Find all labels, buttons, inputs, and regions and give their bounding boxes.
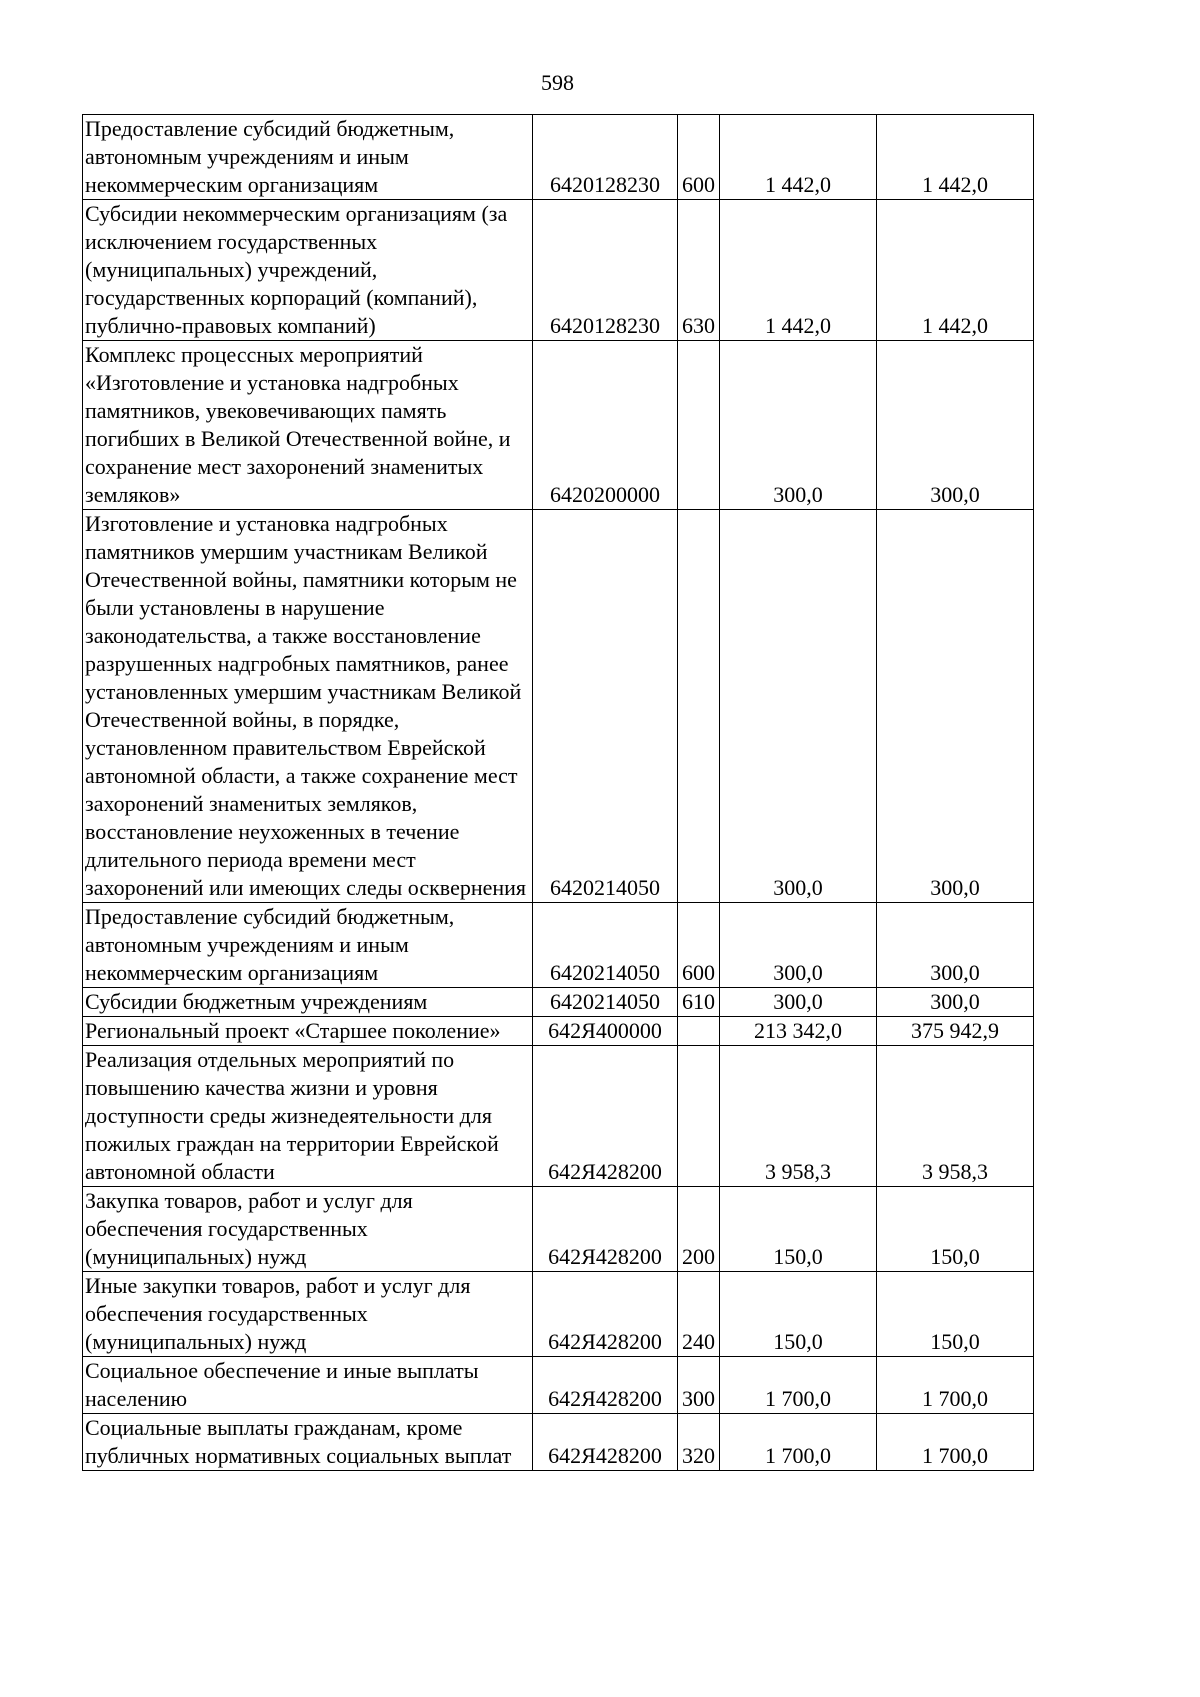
row-amount-1: 1 442,0 [720,200,877,341]
row-code: 6420214050 [533,988,678,1017]
table-row [83,1357,1034,1414]
row-expense-type: 600 [678,115,720,200]
row-expense-type: 300 [678,1357,720,1414]
table-row [83,1272,1034,1357]
table-row [83,200,1034,341]
row-name: Закупка товаров, работ и услуг для обеспечения государственных (муниципальных) нужд [83,1187,533,1272]
table-row [83,1017,1034,1046]
row-amount-2: 300,0 [877,510,1034,903]
row-code: 6420214050 [533,510,678,903]
row-expense-type [678,341,720,510]
row-amount-2: 150,0 [877,1272,1034,1357]
row-name: Предоставление субсидий бюджетным, автономным учреждениям и иным некоммерческим организациям [83,903,533,988]
row-code: 642Я428200 [533,1272,678,1357]
row-code: 642Я400000 [533,1017,678,1046]
table-row [83,988,1034,1017]
row-name: Социальные выплаты гражданам, кроме публичных нормативных социальных выплат [83,1414,533,1471]
table-row [83,1046,1034,1187]
row-amount-2: 300,0 [877,988,1034,1017]
row-code: 642Я428200 [533,1187,678,1272]
row-name: Иные закупки товаров, работ и услуг для обеспечения государственных (муниципальных) нужд [83,1272,533,1357]
row-expense-type: 200 [678,1187,720,1272]
row-amount-2: 300,0 [877,903,1034,988]
row-expense-type [678,1017,720,1046]
row-code: 6420128230 [533,200,678,341]
table-row [83,1187,1034,1272]
row-amount-2: 375 942,9 [877,1017,1034,1046]
row-expense-type: 600 [678,903,720,988]
row-name: Региональный проект «Старшее поколение» [83,1017,533,1046]
row-expense-type: 320 [678,1414,720,1471]
row-amount-2: 150,0 [877,1187,1034,1272]
table-row [83,903,1034,988]
row-code: 642Я428200 [533,1046,678,1187]
row-amount-1: 300,0 [720,988,877,1017]
row-name: Комплекс процессных мероприятий «Изготовление и установка надгробных памятников, увековечивающих память погибших в Великой Отечественной войне, и сохранение мест захоронений знаменитых земляков» [83,341,533,510]
page-number: 598 [541,70,574,95]
row-amount-2: 1 700,0 [877,1357,1034,1414]
row-amount-1: 1 700,0 [720,1414,877,1471]
row-expense-type: 610 [678,988,720,1017]
row-amount-1: 3 958,3 [720,1046,877,1187]
table-row [83,510,1034,903]
budget-table-body [83,115,1034,1471]
row-name: Предоставление субсидий бюджетным, автономным учреждениям и иным некоммерческим организациям [83,115,533,200]
row-amount-1: 300,0 [720,510,877,903]
row-expense-type [678,1046,720,1187]
row-code: 6420200000 [533,341,678,510]
row-amount-2: 3 958,3 [877,1046,1034,1187]
row-amount-2: 300,0 [877,341,1034,510]
row-amount-1: 300,0 [720,341,877,510]
row-code: 6420214050 [533,903,678,988]
table-row [83,1414,1034,1471]
table-row [83,115,1034,200]
row-amount-2: 1 442,0 [877,200,1034,341]
row-expense-type: 630 [678,200,720,341]
row-amount-1: 150,0 [720,1272,877,1357]
row-name: Реализация отдельных мероприятий по повышению качества жизни и уровня доступности среды жизнедеятельности для пожилых граждан на территории Еврейской автономной области [83,1046,533,1187]
row-name: Субсидии некоммерческим организациям (за исключением государственных (муниципальных) учреждений, государственных корпораций (компаний), публично-правовых компаний) [83,200,533,341]
row-amount-1: 1 700,0 [720,1357,877,1414]
row-expense-type [678,510,720,903]
row-amount-2: 1 442,0 [877,115,1034,200]
row-code: 642Я428200 [533,1414,678,1471]
row-amount-1: 150,0 [720,1187,877,1272]
row-expense-type: 240 [678,1272,720,1357]
row-code: 642Я428200 [533,1357,678,1414]
row-code: 6420128230 [533,115,678,200]
row-amount-1: 300,0 [720,903,877,988]
row-amount-1: 1 442,0 [720,115,877,200]
row-name: Субсидии бюджетным учреждениям [83,988,533,1017]
table-row [83,341,1034,510]
row-name: Изготовление и установка надгробных памятников умершим участникам Великой Отечественной войны, памятники которым не были установлены в нарушение законодательства, а также восстановление разрушенных надгробных памятников, ранее установленных умершим участникам Великой Отечественной войны, в порядке, установленном правительством Еврейской автономной области, а также сохранение мест захоронений знаменитых земляков, восстановление неухоженных в течение длительного периода времени мест захоронений или имеющих следы осквернения [83,510,533,903]
row-amount-1: 213 342,0 [720,1017,877,1046]
budget-table [82,114,1034,1471]
row-name: Социальное обеспечение и иные выплаты населению [83,1357,533,1414]
row-amount-2: 1 700,0 [877,1414,1034,1471]
